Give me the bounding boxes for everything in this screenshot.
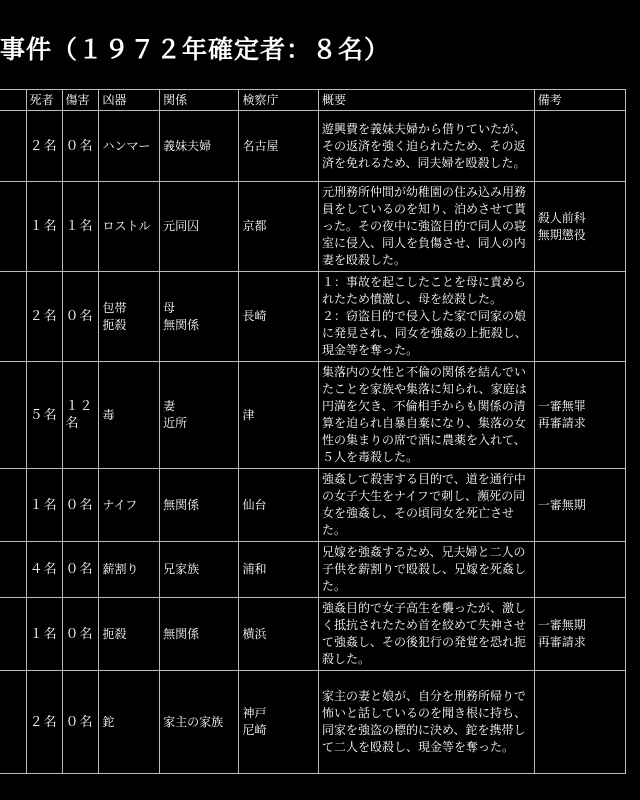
- office-cell: 名古屋: [239, 111, 319, 182]
- office-cell: 横浜: [239, 598, 319, 671]
- deaths-cell: １名: [26, 182, 62, 272]
- note-cell: [534, 272, 625, 362]
- deaths-cell: １名: [26, 469, 62, 542]
- header-cell-summary: 概要: [319, 90, 535, 111]
- table-row: [0, 362, 626, 469]
- summary-cell: 集落内の女性と不倫の関係を結んでいたことを家族や集落に知られ、家庭は円満を欠き、不倫相手からも関係の清算を迫られ自暴自棄になり、集落の女性の集まりの席で酒に農薬を入れて、５人を毒殺した。: [319, 362, 535, 469]
- relation-cell: 兄家族: [160, 542, 239, 598]
- header-cell-injuries: 傷害: [62, 90, 99, 111]
- weapon-cell: 扼殺: [99, 598, 160, 671]
- weapon-cell: 薪割り: [99, 542, 160, 598]
- office-cell: 京都: [239, 182, 319, 272]
- note-cell: 殺人前科 無期懲役: [534, 182, 625, 272]
- summary-cell: 強姦目的で女子高生を襲ったが、激しく抵抗されたため首を絞めて失神させて強姦し、その後犯行の発覚を恐れ扼殺した。: [319, 598, 535, 671]
- row-index-cell: [0, 598, 26, 671]
- row-index-cell: [0, 671, 26, 774]
- deaths-cell: ２名: [26, 111, 62, 182]
- row-index-cell: [0, 272, 26, 362]
- relation-cell: 無関係: [160, 469, 239, 542]
- summary-cell: １：事故を起こしたことを母に責められたため憤激し、母を絞殺した。 ２：窃盗目的で侵入した家で同家の娘に発見され、同女を強姦の上扼殺し、現金等を奪った。: [319, 272, 535, 362]
- injuries-cell: １２ 名: [62, 362, 99, 469]
- weapon-cell: 包帯 扼殺: [99, 272, 160, 362]
- header-cell-office: 検察庁: [239, 90, 319, 111]
- table-row: [0, 671, 626, 774]
- summary-cell: 元刑務所仲間が幼稚園の住み込み用務員をしているのを知り、泊めさせて貰った。その夜中に強盗目的で同人の寝室に侵入、同人を負傷させ、同人の内妻を殴殺した。: [319, 182, 535, 272]
- row-index-cell: [0, 469, 26, 542]
- injuries-cell: ０名: [62, 542, 99, 598]
- table-header-row: [0, 90, 626, 111]
- injuries-cell: １名: [62, 182, 99, 272]
- note-cell: 一審無期 再審請求: [534, 598, 625, 671]
- deaths-cell: ４名: [26, 542, 62, 598]
- relation-cell: 無関係: [160, 598, 239, 671]
- summary-cell: 家主の妻と娘が、自分を刑務所帰りで怖いと話しているのを聞き根に持ち、同家を強盗の標的に決め、鉈を携帯して二人を殴殺し、現金等を奪った。: [319, 671, 535, 774]
- deaths-cell: ２名: [26, 671, 62, 774]
- note-cell: [534, 111, 625, 182]
- row-index-cell: [0, 111, 26, 182]
- relation-cell: 妻 近所: [160, 362, 239, 469]
- header-cell-deaths: 死者: [26, 90, 62, 111]
- injuries-cell: ０名: [62, 598, 99, 671]
- summary-cell: 兄嫁を強姦するため、兄夫婦と二人の子供を薪割りで殴殺し、兄嫁を死姦した。: [319, 542, 535, 598]
- relation-cell: 義妹夫婦: [160, 111, 239, 182]
- relation-cell: 母 無関係: [160, 272, 239, 362]
- case-table: [0, 89, 626, 774]
- office-cell: 津: [239, 362, 319, 469]
- header-cell-relation: 関係: [160, 90, 239, 111]
- note-cell: [534, 542, 625, 598]
- header-cell-0: [0, 90, 26, 111]
- injuries-cell: ０名: [62, 111, 99, 182]
- page-title: 事件（１９７２年確定者：８名）: [0, 35, 391, 64]
- injuries-cell: ０名: [62, 671, 99, 774]
- weapon-cell: ロストル: [99, 182, 160, 272]
- summary-cell: 遊興費を義妹夫婦から借りていたが、その返済を強く迫られたため、その返済を免れるため、同夫婦を殴殺した。: [319, 111, 535, 182]
- office-cell: 浦和: [239, 542, 319, 598]
- header-cell-note: 備考: [534, 90, 625, 111]
- row-index-cell: [0, 542, 26, 598]
- header-cell-weapon: 凶器: [99, 90, 160, 111]
- relation-cell: 元同囚: [160, 182, 239, 272]
- weapon-cell: ハンマー: [99, 111, 160, 182]
- deaths-cell: ５名: [26, 362, 62, 469]
- table-row: [0, 542, 626, 598]
- table-row: [0, 598, 626, 671]
- table-row: [0, 111, 626, 182]
- row-index-cell: [0, 362, 26, 469]
- note-cell: 一審無罪 再審請求: [534, 362, 625, 469]
- office-cell: 仙台: [239, 469, 319, 542]
- summary-cell: 強姦して殺害する目的で、道を通行中の女子大生をナイフで刺し、瀕死の同女を強姦し、その頃同女を死亡させた。: [319, 469, 535, 542]
- injuries-cell: ０名: [62, 469, 99, 542]
- row-index-cell: [0, 182, 26, 272]
- note-cell: 一審無期: [534, 469, 625, 542]
- office-cell: 神戸 尼崎: [239, 671, 319, 774]
- weapon-cell: ナイフ: [99, 469, 160, 542]
- injuries-cell: ０名: [62, 272, 99, 362]
- weapon-cell: 毒: [99, 362, 160, 469]
- note-cell: [534, 671, 625, 774]
- weapon-cell: 鉈: [99, 671, 160, 774]
- table-row: [0, 469, 626, 542]
- table-row: [0, 272, 626, 362]
- office-cell: 長崎: [239, 272, 319, 362]
- table-row: [0, 182, 626, 272]
- relation-cell: 家主の家族: [160, 671, 239, 774]
- deaths-cell: １名: [26, 598, 62, 671]
- deaths-cell: ２名: [26, 272, 62, 362]
